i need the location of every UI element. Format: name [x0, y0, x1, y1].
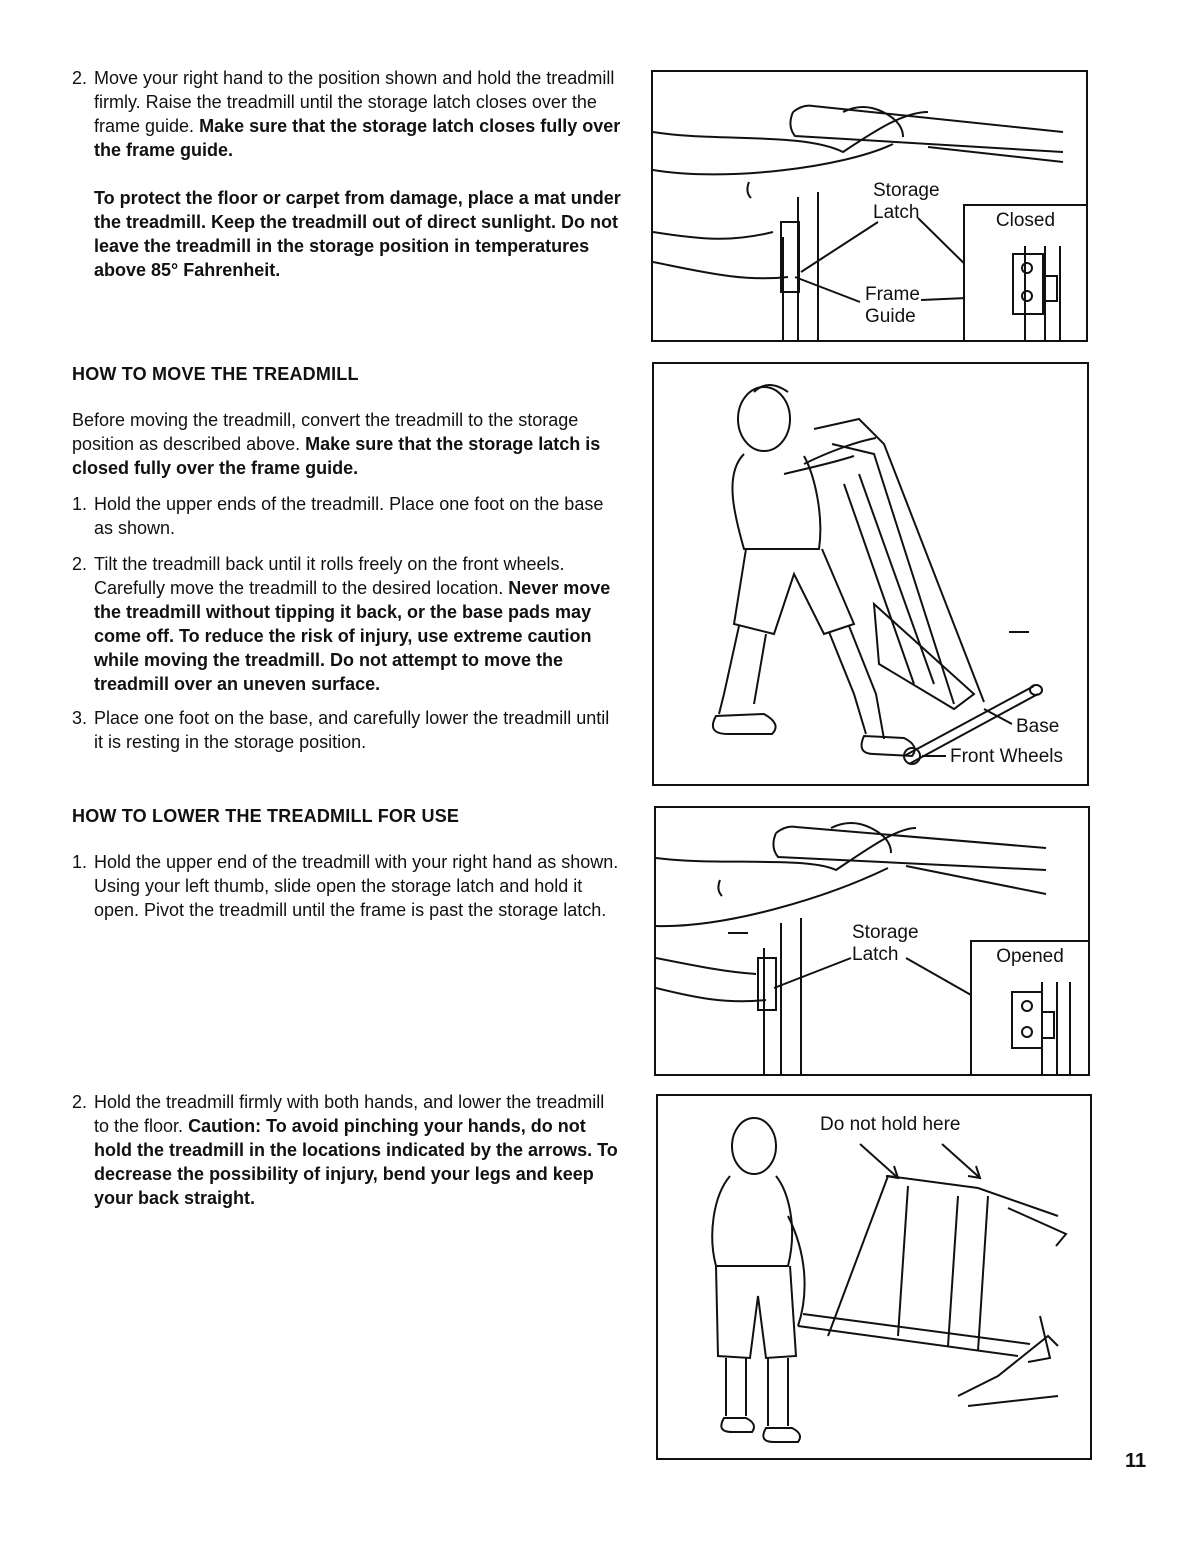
- section-heading-lower: HOW TO LOWER THE TREADMILL FOR USE: [72, 806, 460, 826]
- move-step-1: [72, 492, 622, 540]
- figure-latch-opened: [654, 806, 1090, 1076]
- lower-section: [72, 804, 622, 922]
- move-intro-text: Before moving the treadmill, convert the treadmill to the storage position as described above.: [72, 410, 579, 454]
- step-bold-text: Never move the treadmill without tipping it back, or the base pads may come off. To reduce the risk of injury, use extreme caution while moving the treadmill. Do not attempt to move the treadmill over an uneven surface.: [94, 578, 611, 694]
- section-heading-move: HOW TO MOVE THE TREADMILL: [72, 364, 359, 384]
- move-section: [72, 362, 622, 754]
- lowering-treadmill-illustration: [658, 1096, 1090, 1458]
- lower-step-1: [72, 850, 622, 922]
- step-number: 3.: [72, 708, 88, 728]
- label-frame: Frame: [865, 284, 920, 305]
- inset-opened: [970, 940, 1090, 1076]
- step-number: 2.: [72, 554, 88, 574]
- figure-latch-closed: [651, 70, 1088, 342]
- caption-do-not-hold: Do not hold here: [820, 1114, 961, 1135]
- storage-warning: To protect the floor or carpet from damage, place a mat under the treadmill. Keep the treadmill out of direct sunlight. Do not leave the treadmill in the storage position in temperatures above 85° Fahrenheit.: [94, 188, 621, 280]
- label-latch: Latch: [873, 202, 920, 223]
- label-latch: Latch: [852, 944, 899, 965]
- step-text: Tilt the treadmill back until it rolls freely on the front wheels. Carefully move the treadmill to the desired location.: [94, 554, 565, 598]
- inset-closed: [963, 204, 1088, 342]
- step-text: Hold the treadmill firmly with both hands, and lower the treadmill to the floor.: [94, 1092, 605, 1136]
- move-intro-bold: Make sure that the storage latch is closed fully over the frame guide.: [72, 434, 601, 478]
- latch-opened-detail: [972, 942, 1088, 1074]
- move-step-3: [72, 706, 622, 754]
- inset-title: Opened: [996, 946, 1064, 967]
- move-step-2: [72, 552, 622, 696]
- step-number: 2.: [72, 1092, 88, 1112]
- figure-lowering-treadmill: [656, 1094, 1092, 1460]
- storage-step-2: [72, 66, 622, 282]
- label-base: Base: [1016, 716, 1060, 737]
- latch-closed-detail: [965, 206, 1086, 340]
- step-bold-text: Make sure that the storage latch closes fully over the frame guide.: [94, 116, 621, 160]
- inset-title: Closed: [995, 210, 1056, 231]
- step-number: 1.: [72, 852, 88, 872]
- step-text: Hold the upper end of the treadmill with your right hand as shown. Using your left thumb, slide open the storage latch and hold it open. Pivot the treadmill until the frame is past the storage latch.: [94, 852, 619, 920]
- figure-moving-treadmill: [652, 362, 1089, 786]
- label-storage: Storage: [873, 180, 940, 201]
- lower-step-2: [72, 1090, 622, 1210]
- step-text: Hold the upper ends of the treadmill. Place one foot on the base as shown.: [94, 494, 604, 538]
- step-number: 2.: [72, 68, 88, 88]
- label-front-wheels: Front Wheels: [950, 746, 1063, 767]
- step-number: 1.: [72, 494, 88, 514]
- move-intro: [72, 408, 622, 480]
- page-number: 11: [1125, 1450, 1147, 1472]
- label-guide: Guide: [865, 306, 916, 327]
- label-storage: Storage: [852, 922, 919, 943]
- step-text: Place one foot on the base, and carefully lower the treadmill until it is resting in the storage position.: [94, 708, 610, 752]
- step-bold-text: Caution: To avoid pinching your hands, do not hold the treadmill in the locations indicated by the arrows. To decrease the possibility of injury, bend your legs and keep your back straight.: [94, 1116, 618, 1208]
- step-text: Move your right hand to the position shown and hold the treadmill firmly. Raise the treadmill until the storage latch closes over the frame guide.: [94, 68, 615, 136]
